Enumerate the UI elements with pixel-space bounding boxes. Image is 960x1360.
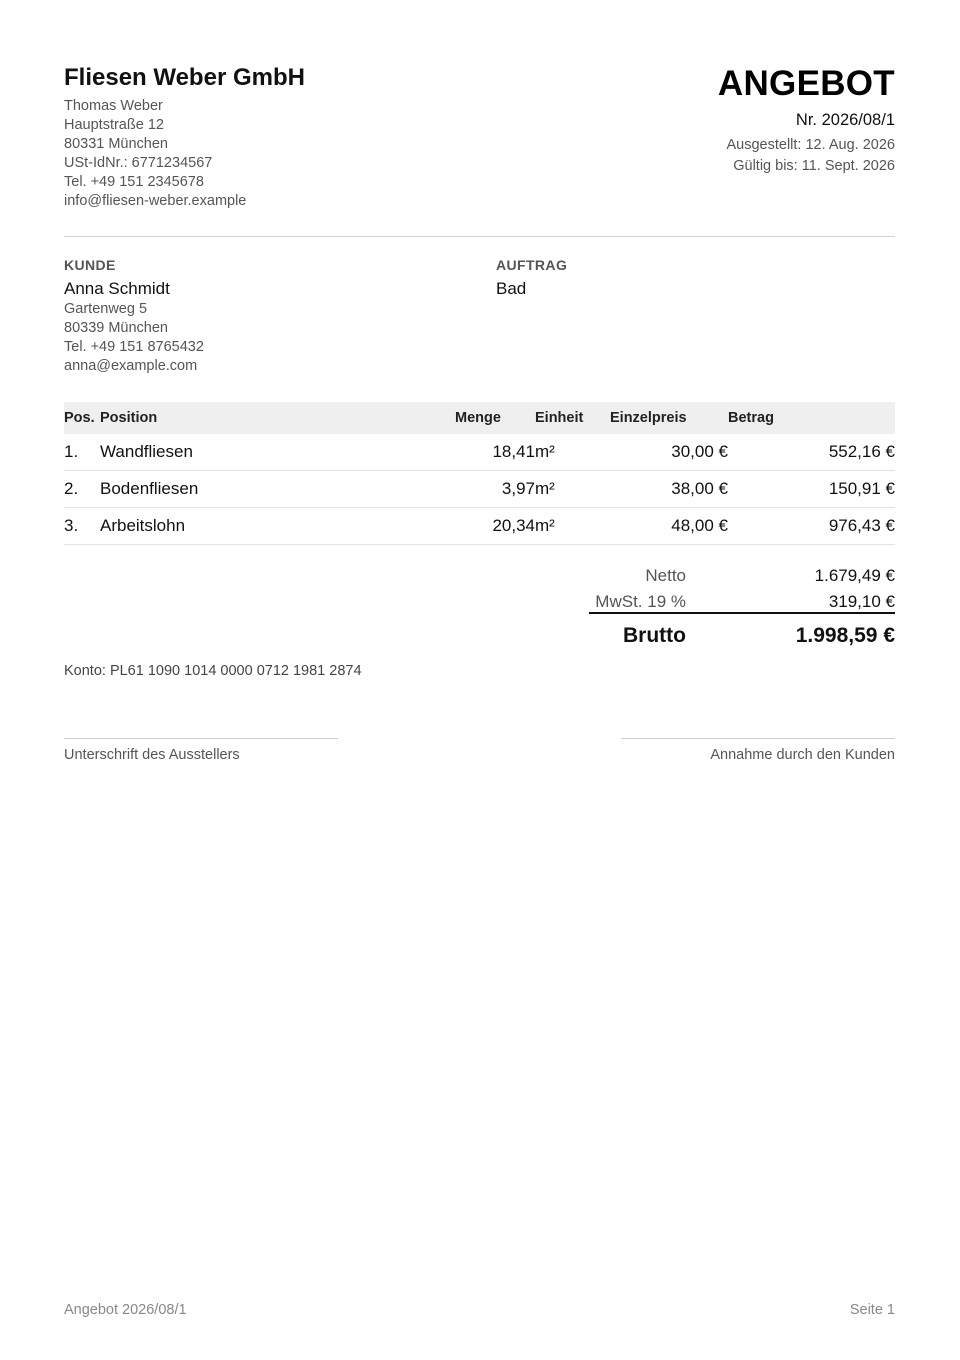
document-title: ANGEBOT — [717, 64, 895, 103]
sender-email: info@fliesen-weber.example — [64, 193, 247, 209]
gross-label: Brutto — [623, 624, 686, 647]
customer-name: Anna Schmidt — [64, 279, 170, 298]
net-label: Netto — [645, 566, 686, 585]
sender-vat-id: USt-IdNr.: 6771234567 — [64, 155, 213, 171]
document-number: Nr. 2026/08/1 — [795, 111, 895, 129]
row-unit: m² — [535, 434, 610, 471]
footer-page-number: Seite 1 — [849, 1302, 895, 1318]
row-pos: 3. — [64, 508, 100, 545]
row-description: Bodenfliesen — [100, 471, 455, 508]
issuer-signature-line — [64, 738, 338, 739]
totals-divider — [589, 612, 895, 614]
header-divider — [64, 236, 895, 237]
line-items-table — [64, 402, 895, 545]
table-header-row — [64, 402, 895, 434]
sender-contact-name: Thomas Weber — [64, 98, 163, 114]
row-quantity: 18,41 — [455, 434, 535, 471]
row-unit-price: 38,00 € — [610, 471, 728, 508]
bank-account: Konto: PL61 1090 1014 0000 0712 1981 2874 — [64, 663, 362, 679]
valid-until-date: Gültig bis: 11. Sept. 2026 — [733, 158, 895, 174]
header-pos: Pos. — [64, 402, 100, 434]
table-row — [64, 508, 895, 545]
row-unit-price: 48,00 € — [610, 508, 728, 545]
net-value: 1.679,49 € — [814, 566, 895, 585]
gross-value: 1.998,59 € — [795, 624, 895, 647]
row-quantity: 20,34 — [455, 508, 535, 545]
row-quantity: 3,97 — [455, 471, 535, 508]
row-unit: m² — [535, 508, 610, 545]
customer-label: KUNDE — [64, 257, 116, 273]
customer-email: anna@example.com — [64, 358, 198, 374]
row-amount: 150,91 € — [728, 471, 895, 508]
customer-city: 80339 München — [64, 320, 168, 336]
row-pos: 1. — [64, 434, 100, 471]
header-unit-price: Einzelpreis — [610, 402, 728, 434]
header-quantity: Menge — [455, 402, 535, 434]
row-amount: 976,43 € — [728, 508, 895, 545]
sender-street: Hauptstraße 12 — [64, 117, 164, 133]
sender-address — [64, 97, 246, 211]
sender-phone: Tel. +49 151 2345678 — [64, 174, 204, 190]
row-unit: m² — [535, 471, 610, 508]
row-pos: 2. — [64, 471, 100, 508]
customer-address — [64, 300, 204, 376]
header-amount: Betrag — [728, 402, 895, 434]
footer-document-ref: Angebot 2026/08/1 — [64, 1302, 187, 1318]
document-dates — [727, 135, 896, 177]
job-label: AUFTRAG — [496, 257, 568, 273]
issue-date: Ausgestellt: 12. Aug. 2026 — [726, 137, 895, 153]
vat-label: MwSt. 19 % — [595, 592, 686, 611]
row-amount: 552,16 € — [728, 434, 895, 471]
issuer-signature-label: Unterschrift des Ausstellers — [64, 747, 240, 763]
customer-street: Gartenweg 5 — [64, 301, 148, 317]
sender-city: 80331 München — [64, 136, 168, 152]
customer-phone: Tel. +49 151 8765432 — [64, 339, 204, 355]
table-row — [64, 434, 895, 471]
row-description: Wandfliesen — [100, 434, 455, 471]
customer-signature-line — [621, 738, 895, 739]
row-unit-price: 30,00 € — [610, 434, 728, 471]
company-name: Fliesen Weber GmbH — [64, 64, 305, 91]
vat-value: 319,10 € — [828, 592, 895, 611]
job-value: Bad — [496, 279, 527, 298]
header-description: Position — [100, 402, 455, 434]
customer-signature-label: Annahme durch den Kunden — [710, 747, 895, 763]
row-description: Arbeitslohn — [100, 508, 455, 545]
header-unit: Einheit — [535, 402, 610, 434]
table-row — [64, 471, 895, 508]
